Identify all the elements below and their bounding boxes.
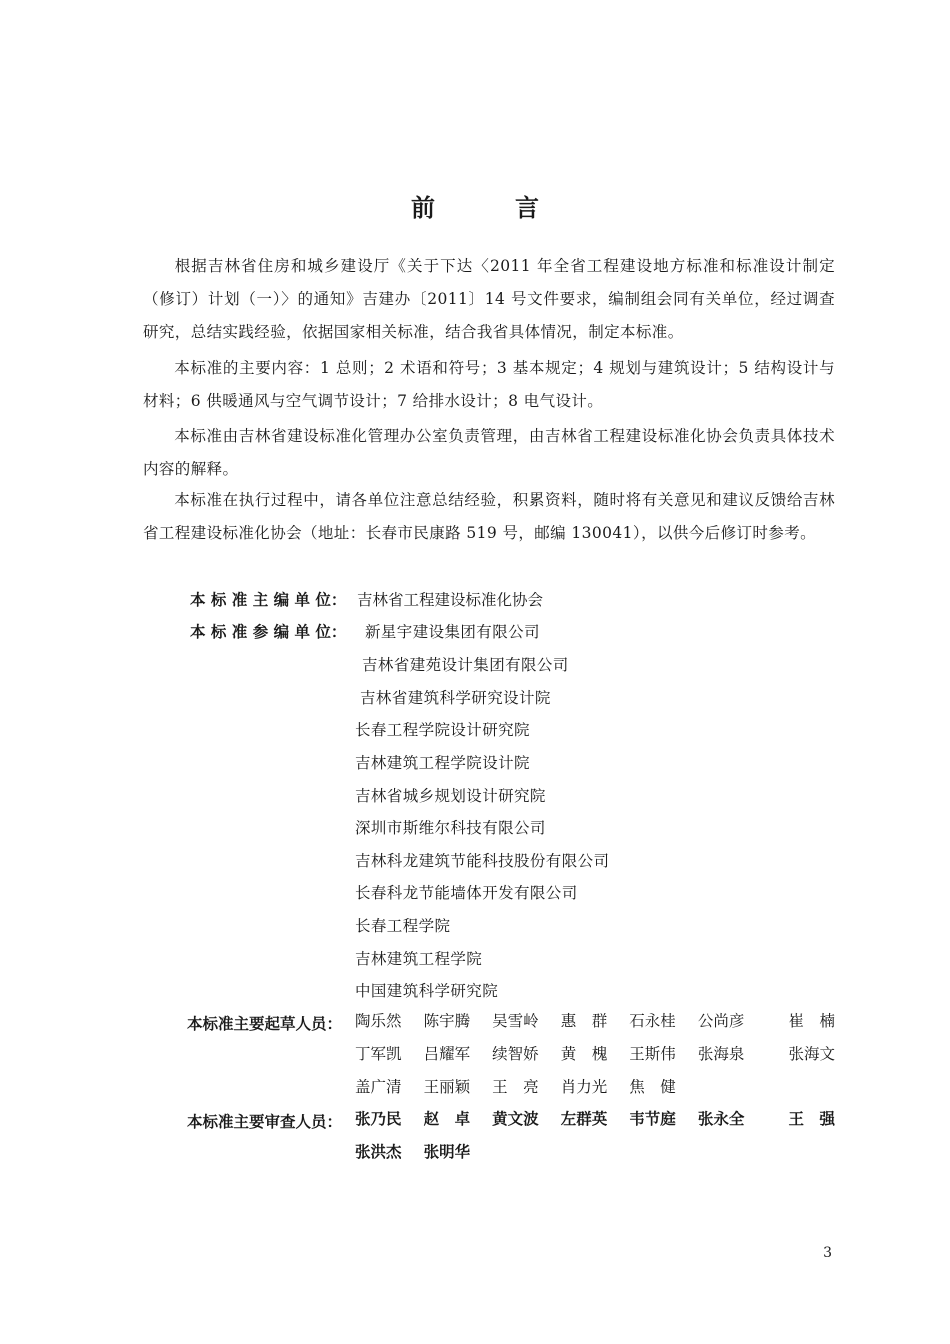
- paragraph-management: [143, 420, 835, 486]
- drafter-name: 张海文: [788, 1045, 835, 1063]
- drafter-name: 王 亮: [492, 1078, 539, 1096]
- participating-unit: 长春工程学院设计研究院: [355, 721, 530, 739]
- reviewer-name: 王 强: [788, 1110, 835, 1128]
- drafters-label: 本标准主要起草人员：: [187, 1015, 343, 1033]
- participating-unit: 中国建筑科学研究院: [355, 982, 499, 1000]
- reviewers-names: [355, 1103, 835, 1169]
- drafter-name: 陈宇腾: [423, 1012, 471, 1030]
- participating-unit: 新星宇建设集团有限公司: [365, 623, 540, 641]
- paragraph-feedback-text: 本标准在执行过程中，请各单位注意总结经验，积累资料，随时将有关意见和建议反馈给吉林省工程建设标准化协会（地址：长春市民康路 519 号，邮编 130041），以供今后修订时参考。: [143, 491, 835, 542]
- paragraph-basis: [143, 250, 835, 349]
- participating-unit: 吉林建筑工程学院: [355, 950, 483, 968]
- reviewer-name: 张乃民: [355, 1110, 402, 1128]
- participating-unit: 吉林省建筑科学研究设计院: [360, 689, 551, 707]
- reviewer-name: 张洪杰: [355, 1143, 402, 1161]
- participating-unit: 吉林建筑工程学院设计院: [355, 754, 530, 772]
- participating-unit: 吉林省城乡规划设计研究院: [355, 787, 546, 805]
- drafter-name: 石永桂: [629, 1012, 676, 1030]
- paragraph-feedback: [143, 484, 835, 550]
- paragraph-basis-text: 根据吉林省住房和城乡建设厅《关于下达〈2011 年全省工程建设地方标准和标准设计制定（修订）计划（一）〉的通知》吉建办〔2011〕14 号文件要求，编制组会同有关单位，经过调查研究，总结实践经验，依据国家相关标准，结合我省具体情况，制定本标准。: [143, 257, 835, 341]
- participating-unit: 深圳市斯维尔科技有限公司: [355, 819, 546, 837]
- drafter-name: 丁军凯: [355, 1045, 402, 1063]
- drafter-name: 崔 楠: [788, 1012, 835, 1030]
- page-title: 前 言: [411, 194, 567, 222]
- participating-unit: 长春工程学院: [355, 917, 451, 935]
- reviewer-name: 韦节庭: [629, 1110, 676, 1128]
- drafter-name: 续智娇: [492, 1045, 539, 1063]
- drafter-name: 盖广清: [355, 1078, 402, 1096]
- participating-unit: 吉林科龙建筑节能科技股份有限公司: [355, 852, 610, 870]
- drafter-name: 陶乐然: [355, 1012, 402, 1030]
- reviewer-name: 张明华: [423, 1143, 471, 1161]
- chief-editor-label: 本 标 准 主 编 单 位：: [190, 591, 347, 609]
- paragraph-contents-text: 本标准的主要内容：1 总则；2 术语和符号；3 基本规定；4 规划与建筑设计；5 结构设计与材料；6 供暖通风与空气调节设计；7 给排水设计；8 电气设计。: [143, 359, 835, 410]
- drafter-name: 吕耀军: [423, 1045, 471, 1063]
- drafters-names: [355, 1005, 835, 1104]
- drafter-name: 焦 健: [629, 1078, 676, 1096]
- drafter-name: 张海泉: [697, 1045, 745, 1063]
- participating-unit: 长春科龙节能墙体开发有限公司: [355, 884, 578, 902]
- drafter-name: 肖力光: [560, 1078, 608, 1096]
- drafter-name: 惠 群: [560, 1012, 608, 1030]
- drafter-name: 吴雪岭: [492, 1012, 539, 1030]
- paragraph-management-text: 本标准由吉林省建设标准化管理办公室负责管理，由吉林省工程建设标准化协会负责具体技术内容的解释。: [143, 427, 835, 478]
- reviewer-name: 左群英: [560, 1110, 608, 1128]
- participating-label: 本 标 准 参 编 单 位：: [190, 623, 347, 641]
- drafter-name: 王丽颖: [423, 1078, 471, 1096]
- participating-unit: 吉林省建苑设计集团有限公司: [362, 656, 569, 674]
- chief-editor-value: 吉林省工程建设标准化协会: [357, 591, 544, 609]
- reviewer-name: 黄文波: [492, 1110, 539, 1128]
- reviewer-name: 张永全: [697, 1110, 745, 1128]
- drafter-name: 公尚彦: [697, 1012, 745, 1030]
- reviewers-label: 本标准主要审查人员：: [187, 1113, 343, 1131]
- page-number: 3: [823, 1245, 832, 1261]
- reviewer-name: 赵 卓: [423, 1110, 471, 1128]
- paragraph-contents: [143, 352, 835, 418]
- drafter-name: 黄 槐: [560, 1045, 608, 1063]
- drafter-name: 王斯伟: [629, 1045, 676, 1063]
